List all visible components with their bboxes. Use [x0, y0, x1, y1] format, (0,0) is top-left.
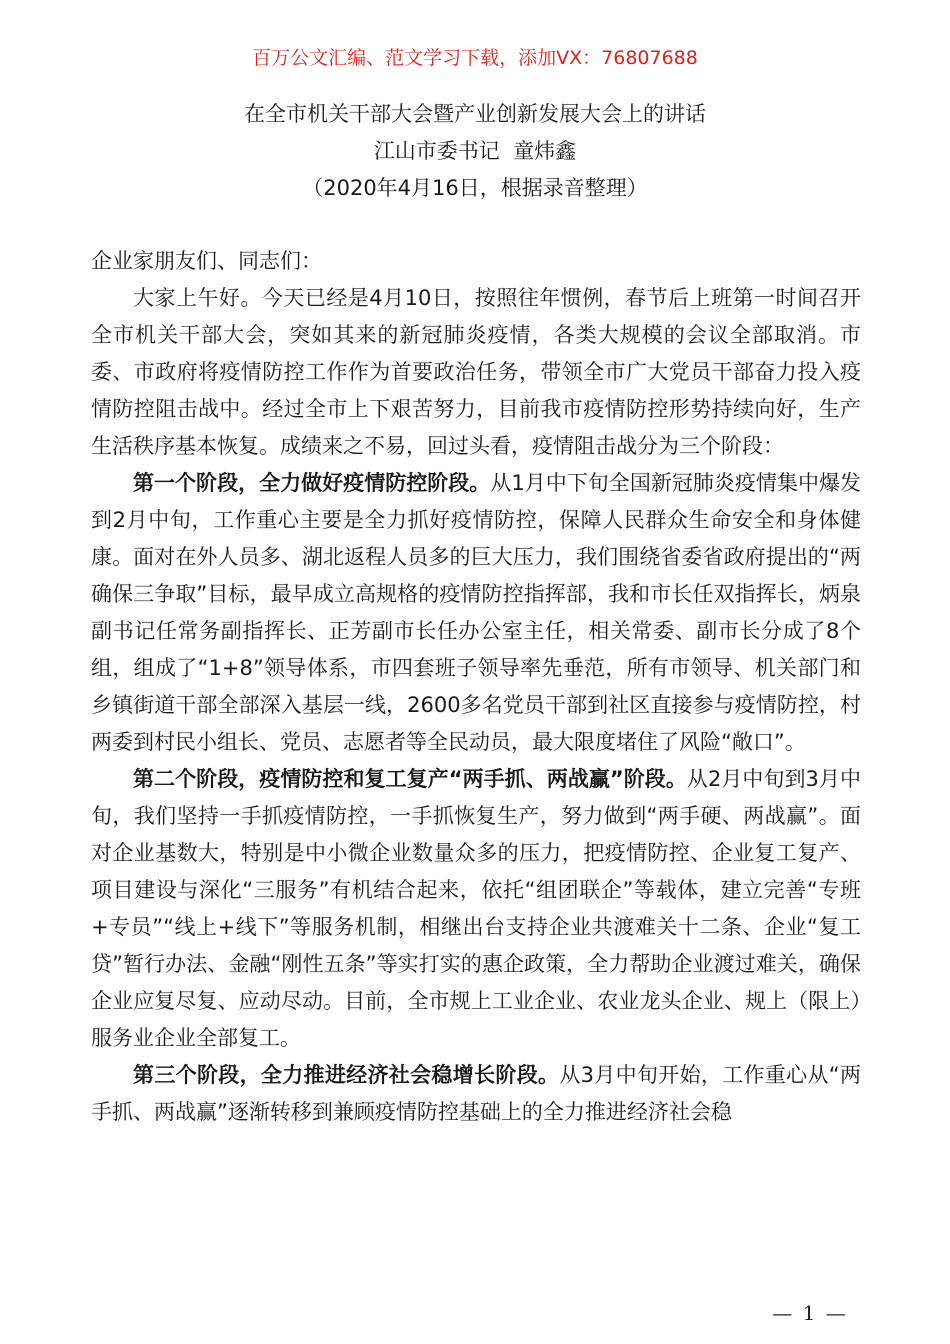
speaker-line: 江山市委书记 童炜鑫: [373, 139, 577, 163]
stage3-text: 从3月中旬开始，工作重心从“两手抓、两战赢”逐渐转移到兼顾疫情防控基础上的全力推进经济社会稳: [91, 1063, 861, 1124]
stage3-heading: 第三个阶段，全力推进经济社会稳增长阶段。: [133, 1063, 560, 1087]
promo-banner: 百万公文汇编、范文学习下载，添加VX：76807688: [252, 47, 698, 69]
stage1-paragraph: [91, 465, 861, 761]
stage2-heading: 第二个阶段，疫情防控和复工复产“两手抓、两战赢”阶段。: [133, 767, 687, 791]
stage2-text: 从2月中旬到3月中旬，我们坚持一手抓疫情防控，一手抓恢复生产，努力做到“两手硬、两战赢”。面对企业基数大，特别是中小微企业数量众多的压力，把疫情防控、企业复工复产、项目建设与深化“三服务”有机结合起来，依托“组团联企”等载体，建立完善“专班+专员”“线上+线下”等服务机制，相继出台支持企业共渡难关十二条、企业“复工贷”暂行办法、金融“刚性五条”等实打实的惠企政策，全力帮助企业渡过难关，确保企业应复尽复、应动尽动。目前，全市规上工业企业、农业龙头企业、规上（限上）服务业企业全部复工。: [91, 767, 861, 1050]
page-number: — 1 —: [772, 1301, 848, 1325]
salutation: 企业家朋友们、同志们：: [91, 249, 322, 273]
speech-title: 在全市机关干部大会暨产业创新发展大会上的讲话: [244, 102, 706, 126]
stage1-heading: 第一个阶段，全力做好疫情防控阶段。: [133, 471, 491, 495]
intro-paragraph: 大家上午好。今天已经是4月10日，按照往年惯例，春节后上班第一时间召开全市机关干部大会，突如其来的新冠肺炎疫情，各类大规模的会议全部取消。市委、市政府将疫情防控工作作为首要政治任务，带领全市广大党员干部奋力投入疫情防控阻击战中。经过全市上下艰苦努力，目前我市疫情防控形势持续向好，生产生活秩序基本恢复。成绩来之不易，回过头看，疫情阻击战分为三个阶段：: [91, 286, 861, 458]
stage3-paragraph: [91, 1057, 861, 1131]
speech-header: [0, 96, 950, 207]
date-note: （2020年4月16日，根据录音整理）: [302, 176, 648, 200]
stage1-text: 从1月中下旬全国新冠肺炎疫情集中爆发到2月中旬，工作重心主要是全力抓好疫情防控，保障人民群众生命安全和身体健康。面对在外人员多、湖北返程人员多的巨大压力，我们围绕省委省政府提出的“两确保三争取”目标，最早成立高规格的疫情防控指挥部，我和市长任双指挥长，炳泉副书记任常务副指挥长、正芳副市长任办公室主任，相关常委、副市长分成了8个组，组成了“1+8”领导体系，市四套班子领导率先垂范，所有市领导、机关部门和乡镇街道干部全部深入基层一线，2600多名党员干部到社区直接参与疫情防控，村两委到村民小组长、党员、志愿者等全民动员，最大限度堵住了风险“敞口”。: [91, 471, 862, 754]
speech-body: [91, 243, 861, 1131]
stage2-paragraph: [91, 761, 861, 1057]
